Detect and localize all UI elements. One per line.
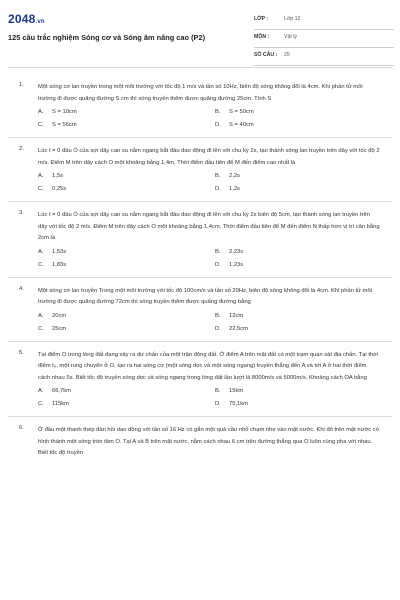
option-letter: B. [215,388,221,394]
meta-key: LỚP : [254,16,269,22]
answer-options [38,249,392,268]
question-item [8,278,392,342]
option-text: 12cm [229,312,244,319]
question-text: Lúc t = 0 đầu O của sợi dây cao su nằm ngang bắt đầu dao động đi lên với chu kỳ 2s biên độ 5cm, tạo thành sóng lan truyền trên dây với tốc độ 2 m/s. Điểm M trên dây cách O một khoảng bằng 1,4cm. Thời điểm đầu tiên để M đến điểm N thấp hơn vị trí cân bằng 2cm là [38,212,380,241]
answer-option[interactable] [215,173,392,179]
answer-option[interactable] [38,388,215,394]
option-letter: D. [215,325,221,332]
question-text: Lúc t = 0 đầu O của sợi dây cao su nằm ngang bắt đầu dao động đi lên với chu kỳ 2s, tạo thành sóng lan truyền trên dây với tốc độ 2 m/s. Điểm M trên dây cách O một khoảng bằng 1,4m. Thời điểm đầu tiên để M đến điểm cao nhất là [38,148,380,166]
question-list [0,74,400,469]
document-header [0,0,400,62]
option-letter: C. [38,401,44,407]
option-letter: A. [38,312,44,319]
meta-key: MÔN : [254,34,270,40]
meta-key: SỐ CÂU : [254,52,278,58]
option-letter: B. [215,173,221,179]
option-letter: A. [38,248,44,255]
meta-value: 25 [284,52,290,58]
option-text: 15km [229,388,244,394]
question-text: Một sóng cơ lan truyền trong một môi trường với tốc độ 1 m/s và tần số 10Hz, biên độ sóng không đổi là 4cm. Khi phần tử môi trường đi được quãng đường S cm thì sóng truyền thêm được quãng đường 25cm. Tính S [38,84,363,102]
option-letter: A. [38,173,44,179]
question-number: 5. [19,349,24,356]
answer-option[interactable] [38,109,215,115]
logo-suffix: .vn [35,19,45,25]
question-item [8,202,392,278]
option-letter: B. [215,312,221,319]
question-number: 2. [19,146,24,152]
meta-row-class [254,12,394,30]
option-text: 66,7km [52,388,72,394]
question-number: 6. [19,425,24,431]
option-letter: B. [215,248,221,255]
answer-option[interactable] [38,173,215,179]
option-letter: D. [215,401,221,407]
option-letter: A. [38,109,44,115]
meta-value: Vật lý [284,34,297,40]
question-item [8,417,392,469]
option-letter: D. [215,186,221,192]
option-text: 1,53s [52,248,67,255]
option-text: 1,2s [229,186,240,192]
question-item [8,342,392,418]
site-logo[interactable] [8,12,45,26]
answer-option[interactable] [215,109,392,115]
option-letter: B. [215,109,221,115]
option-text: 75,1km [229,401,249,407]
question-text: Một sóng cơ lan truyền Trong một môi trường với tốc độ 100cm/s và tần số 20Hz, biên độ sóng không đổi là 4cm. Khi phần tử môi trường đi được quãng đường 72cm thì sóng truyền thêm được quãng đường bằng [38,287,372,305]
question-item [8,138,392,202]
option-letter: C. [38,186,44,192]
answer-options [38,388,392,407]
option-text: S = 10cm [52,109,77,115]
question-text: Ở đầu một thanh thép đàn hồi dao động với tần số 16 Hz có gắn một quả cầu nhỏ chạm nhẹ vào mặt nước. Khi đó trên mặt nước có hình thành một sóng tròn tâm O. Tại A và B trên mặt nước, nằm cách nhau 6 cm trên đường thẳng qua O luôn cùng pha với nhau. Biết tốc độ truyền [38,427,379,456]
answer-options [38,109,392,128]
option-letter: D. [215,261,221,268]
question-text: Tại điểm O trong lòng đất đang xảy ra dư chấn của một trận động đất. Ở điểm A trên mặt đất có một trạm quan sát địa chấn. Tại thời điểm t₀, một rung chuyển ở O, tạo ra hai sóng cơ (một sóng dọc và một sóng ngang) truyền thẳng đến A và tới A ở hai thời điểm cách nhau 5s. Biết tốc độ truyền sóng dọc và sóng ngang trong lòng đất lần lượt là 8000m/s và 5000m/s. Khoảng cách OA bằng [38,351,379,381]
answer-options [38,313,392,332]
option-text: 0,25s [52,186,67,192]
answer-option[interactable] [215,186,392,192]
answer-option[interactable] [38,122,215,128]
answer-option[interactable] [215,122,392,128]
answer-options [38,173,392,192]
answer-option[interactable] [215,388,392,394]
option-letter: A. [38,388,44,394]
option-text: S = 40cm [229,122,254,128]
question-item [8,74,392,138]
option-text: 1,5s [52,173,63,179]
option-text: S = 50cm [229,109,254,115]
question-number: 4. [19,285,24,292]
answer-option[interactable] [215,313,392,319]
option-text: 1,83s [52,261,67,268]
option-text: 2,23s [229,248,244,255]
question-number: 3. [19,210,24,216]
option-text: 115km [52,401,69,407]
answer-option[interactable] [38,249,215,255]
answer-option[interactable] [38,313,215,319]
option-letter: C. [38,122,44,128]
option-letter: C. [38,325,44,332]
question-number: 1. [19,82,24,88]
answer-option[interactable] [38,401,215,407]
answer-option[interactable] [38,186,215,192]
option-text: 20cm [52,312,67,319]
meta-value: Lớp 12 [284,16,301,22]
option-letter: C. [38,261,44,268]
option-text: 25cm [52,325,67,332]
meta-row-subject [254,30,394,48]
option-text: 22,5cm [229,325,249,332]
header-divider [8,67,392,68]
option-text: 2,2s [229,173,240,179]
logo-text: 2048 [8,12,36,26]
answer-option[interactable] [215,401,392,407]
answer-option[interactable] [38,262,215,268]
option-text: S = 56cm [52,122,77,128]
answer-option[interactable] [38,326,215,332]
meta-table [254,12,394,66]
answer-option[interactable] [215,326,392,332]
meta-row-count [254,48,394,66]
answer-option[interactable] [215,262,392,268]
option-text: 1,23s [229,261,244,268]
option-letter: D. [215,122,221,128]
answer-option[interactable] [215,249,392,255]
document-title: 125 câu trắc nghiệm Sóng cơ và Sóng âm nâng cao (P2) [8,33,206,42]
